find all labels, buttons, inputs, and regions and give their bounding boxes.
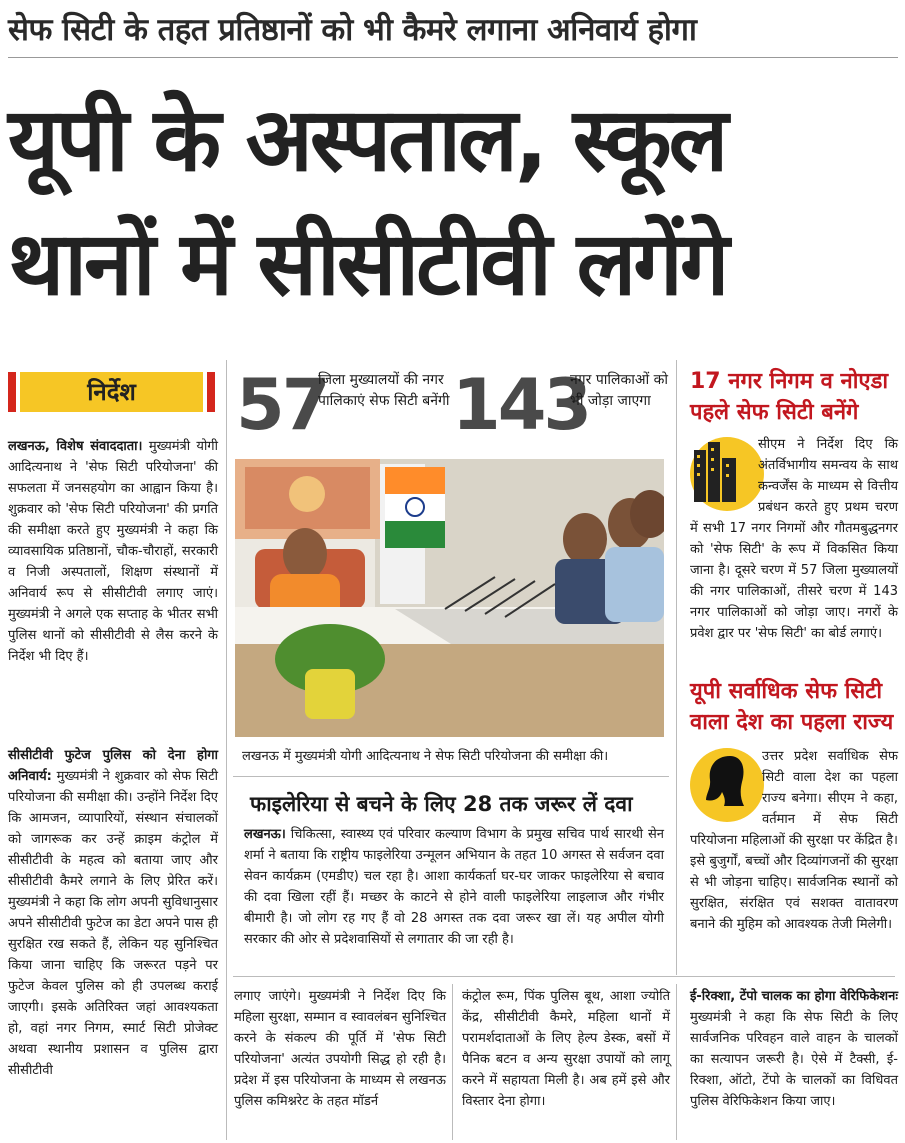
section-label-text: निर्देश bbox=[20, 372, 203, 412]
right-body-2-text: उत्तर प्रदेश सर्वाधिक सेफ सिटी वाला देश का पहला राज्य बनेगा। सीएम ने कहा, वर्तमान में सेफ सिटी परियोजना महिलाओं की सुरक्षा पर केंद्रित है। इसे बुजुर्गों, बच्चों और दिव्यांगजनों की सुरक्षा से भी जोड़ना चाहिए। सार्वजनिक स्थानों को सुरक्षित, संरक्षित एवं सशक्त वातावरण बनाने की मुहिम को आवश्यक तेजी मिलेगी। bbox=[690, 749, 898, 932]
article-column-3: कंट्रोल रूम, पिंक पुलिस बूथ, आशा ज्योति केंद्र, सीसीटीवी कैमरे, महिला थानों में परामर्शदाताओं के लिए हेल्प डेस्क, बसों में पैनिक बटन व अन्य सुरक्षा उपायों को लागू करने में सहायता मिली है। अब हमें इसे और विस्तार देना होगा। bbox=[462, 989, 670, 1109]
right-body-1-text: सीएम ने निर्देश दिए कि अंतर्विभागीय समन्वय के साथ कन्वर्जेंस के माध्यम से वित्तीय प्रबंधन करते हुए प्रथम चरण में सभी 17 नगर निगमों और गौतमबुद्धनगर को 'सेफ सिटी' के रूप में विकसित किया जाना है। दूसरे चरण में 57 जिला मुख्यालयों की नगर पालिकाओं, तीसरे चरण में 143 नगर पालिकाओं को जोड़ा जाए। नगरों के प्रवेश द्वार पर 'सेफ सिटी' का बोर्ड लगाएं। bbox=[690, 437, 898, 641]
article-column-1-cont bbox=[8, 745, 218, 1081]
stat-57-caption: जिला मुख्यालयों की नगर पालिकाएं सेफ सिटी बनेंगी bbox=[318, 372, 450, 409]
meeting-photo-illustration bbox=[235, 459, 664, 737]
section-label bbox=[8, 372, 215, 412]
right-headline-2-line-2: वाला देश का पहला राज्य bbox=[690, 710, 894, 735]
right-body-3 bbox=[690, 986, 898, 1112]
right-headline-2 bbox=[690, 676, 902, 738]
column-divider bbox=[226, 360, 227, 1140]
stat-143-caption: नगर पालिकाओं को भी जोड़ा जाएगा bbox=[570, 372, 669, 409]
filaria-body bbox=[244, 824, 664, 950]
right-headline-1-line-2: पहले सेफ सिटी बनेंगे bbox=[690, 400, 859, 425]
filaria-byline: लखनऊ। bbox=[244, 827, 286, 842]
section-divider bbox=[233, 976, 895, 977]
right-subhead-verification: ई-रिक्शा, टेंपो चालक का होगा वेरिफिकेशनः bbox=[690, 989, 898, 1004]
filaria-headline: फाइलेरिया से बचने के लिए 28 तक जरूर लें दवा bbox=[250, 792, 633, 816]
subhead-cctv: सीसीटीवी फुटेज पुलिस को देना होगा अनिवार्य: bbox=[8, 748, 218, 784]
meeting-photo bbox=[235, 459, 664, 737]
paragraph-2: मुख्यमंत्री ने शुक्रवार को सेफ सिटी परियोजना की समीक्षा की। उन्होंने निर्देश दिए कि आमजन, व्यापारियों, संस्थान संचालकों को जागरूक कर उन्हें क्राइम कंट्रोल में सीसीटीवी के महत्व को बताया जाए और सीसीटीवी कैमरे लगाने के लिए प्रेरित करें। मुख्यमंत्री ने कहा कि लोग अपनी सुविधानुसार अपने सीसीटीवी फुटेज का डेटा अपने पास ही सुरक्षित रख सकते हैं, लेकिन यह सुनिश्चित किया जाना चाहिए कि जरूरत पड़ने पर फुटेज केवल पुलिस को ही उपलब्ध कराई जाएगी। इसके अतिरिक्त जहां आवश्यकता हो, वहां नगर निगम, स्मार्ट सिटी प्रोजेक्ट अथवा स्थानीय प्रशासन व पुलिस द्वारा सीसीटीवी bbox=[8, 769, 218, 1078]
article-column-1 bbox=[8, 436, 218, 667]
photo-caption: लखनऊ में मुख्यमंत्री योगी आदित्यनाथ ने सेफ सिटी परियोजना की समीक्षा की। bbox=[242, 749, 609, 764]
stat-143-number: 143 bbox=[452, 364, 590, 446]
main-headline bbox=[8, 78, 898, 326]
paragraph-1: मुख्यमंत्री योगी आदित्यनाथ ने 'सेफ सिटी परियोजना' की सफलता में जनसहयोग का आह्वान किया है। शुक्रवार को 'सेफ सिटी परियोजना' की प्रगति की समीक्षा करते हुए मुख्यमंत्री ने कहा कि व्यावसायिक प्रतिष्ठानों, चौक-चौराहों, सरकारी व निजी अस्पतालों, शिक्षण संस्थानों में अनिवार्य रूप से सीसीटीवी लगाए जाएं। मुख्यमंत्री ने अगले एक सप्ताह के भीतर सभी पुलिस थानों को सीसीटीवी से लैस करने के निर्देश भी दिए हैं। bbox=[8, 439, 218, 664]
kicker-line: सेफ सिटी के तहत प्रतिष्ठानों को भी कैमरे लगाना अनिवार्य होगा bbox=[8, 12, 697, 48]
right-headline-2-line-1: यूपी सर्वाधिक सेफ सिटी bbox=[690, 679, 883, 704]
headline-line-2: थानों में सीसीटीवी लगेंगे bbox=[8, 212, 727, 315]
right-headline-1 bbox=[690, 366, 902, 428]
byline: लखनऊ, विशेष संवाददाता। bbox=[8, 439, 143, 454]
column-divider bbox=[676, 360, 677, 975]
column-divider bbox=[452, 984, 453, 1140]
right-body-2 bbox=[690, 746, 898, 935]
headline-line-1: यूपी के अस्पताल, स्कूल bbox=[8, 88, 726, 191]
right-body-1 bbox=[690, 434, 898, 644]
right-body-3-text: मुख्यमंत्री ने कहा कि सेफ सिटी के लिए सार्वजनिक परिवहन वाले वाहन के चालकों का सत्यापन जरूरी है। ऐसे में टैक्सी, ई-रिक्शा, ऑटो, टेंपो के चालकों का विधिवत पुलिस वेरिफिकेशन किया जाए। bbox=[690, 1010, 898, 1109]
article-column-2: लगाए जाएंगे। मुख्यमंत्री ने निर्देश दिए कि महिला सुरक्षा, सम्मान व स्वावलंबन सुनिश्चित करने के संकल्प की पूर्ति में 'सेफ सिटी परियोजना' अत्यंत उपयोगी सिद्ध हो रही है। प्रदेश में इस परियोजना के माध्यम से लखनऊ पुलिस कमिश्नरेट के तहत मॉडर्न bbox=[234, 989, 446, 1109]
column-divider bbox=[676, 984, 677, 1140]
filaria-text: चिकित्सा, स्वास्थ्य एवं परिवार कल्याण विभाग के प्रमुख सचिव पार्थ सारथी सेन शर्मा ने बताया कि राष्ट्रीय फाइलेरिया उन्मूलन अभियान के तहत 10 अगस्त से सर्वजन दवा सेवन कार्यक्रम (एमडीए) चल रहा है। आशा कार्यकर्ता घर-घर जाकर फाइलेरिया से बचाव की दवा खिला रहीं हैं। मच्छर के काटने से होने वाली फाइलेरिया लाइलाज और गंभीर बीमारी है। जो लोग रह गए हैं वो 28 अगस्त तक दवा जरूर खा लें। यह अपील योगी सरकार की ओर से प्रदेशवासियों से लगातार की जा रही है। bbox=[244, 827, 664, 947]
section-divider bbox=[233, 776, 669, 777]
right-headline-1-line-1: 17 नगर निगम व नोएडा bbox=[690, 369, 889, 394]
stat-57-number: 57 bbox=[236, 364, 328, 446]
kicker-divider bbox=[8, 57, 898, 58]
